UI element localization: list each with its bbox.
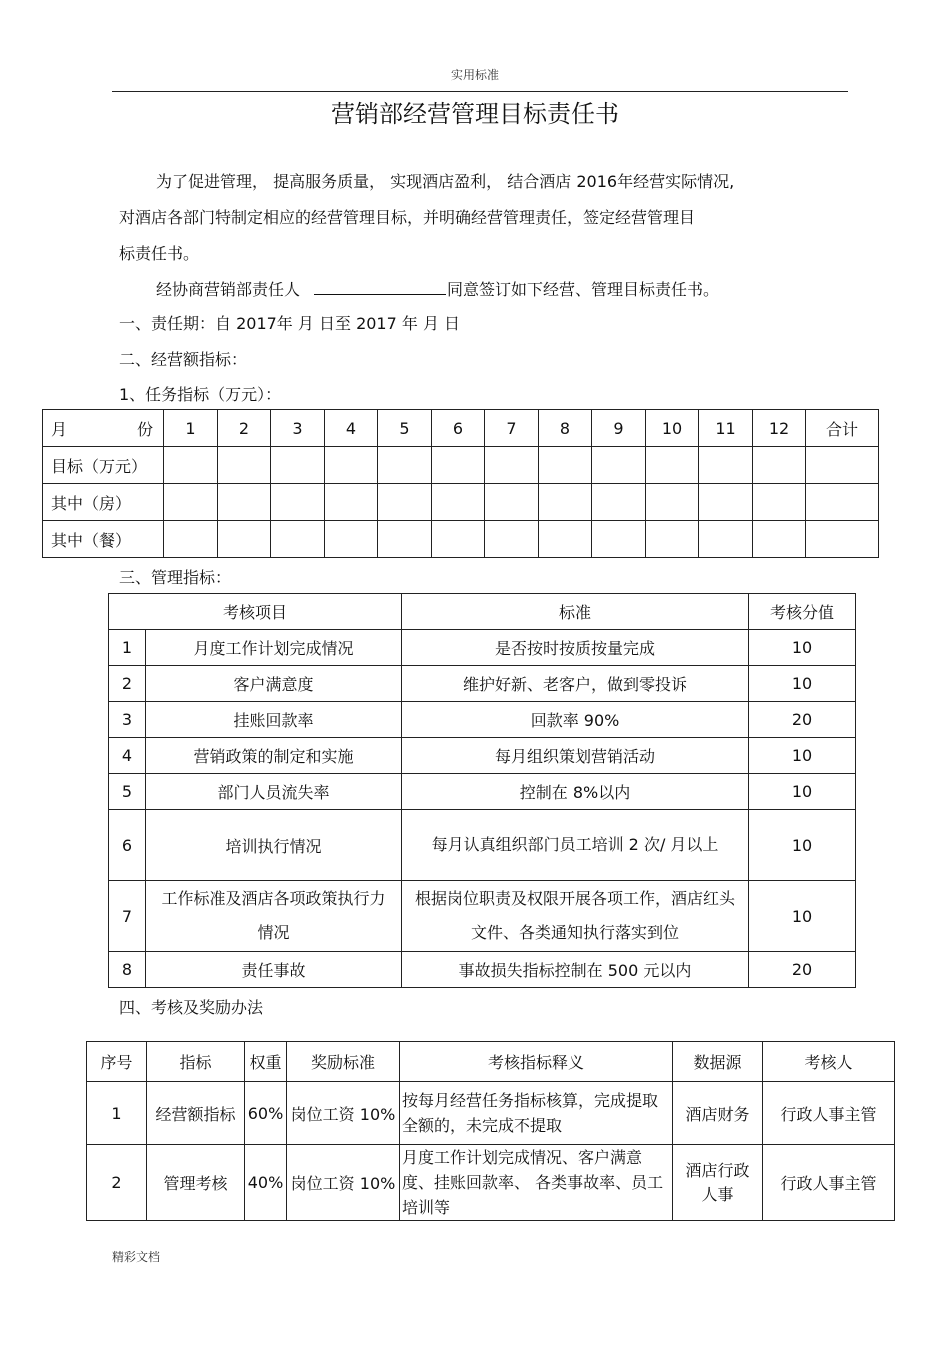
task-cell[interactable]	[699, 521, 753, 558]
task-cell[interactable]	[592, 484, 646, 521]
signature-prefix: 经协商营销部责任人	[156, 280, 301, 299]
task-cell[interactable]	[753, 447, 806, 484]
mgmt-item: 部门人员流失率	[146, 774, 402, 810]
mgmt-item: 挂账回款率	[146, 702, 402, 738]
task-cell[interactable]	[485, 484, 539, 521]
month-header-cell	[43, 410, 164, 447]
task-cell[interactable]	[164, 447, 218, 484]
total-header: 合计	[806, 410, 879, 447]
mgmt-item: 营销政策的制定和实施	[146, 738, 402, 774]
section-assessment: 四、考核及奖励办法	[119, 998, 264, 1017]
row-number: 1	[87, 1082, 147, 1145]
month-header: 2	[218, 410, 271, 447]
management-table	[108, 593, 856, 988]
month-header: 1	[164, 410, 218, 447]
mgmt-header-row	[109, 594, 856, 630]
month-header: 6	[432, 410, 485, 447]
task-row-label: 目标（万元）	[43, 447, 164, 484]
mgmt-header-item: 考核项目	[109, 594, 402, 630]
table-row	[87, 1082, 895, 1145]
task-cell[interactable]	[539, 521, 592, 558]
assess-header: 指标	[147, 1042, 245, 1082]
task-cell[interactable]	[539, 447, 592, 484]
task-cell[interactable]	[432, 521, 485, 558]
task-cell[interactable]	[485, 521, 539, 558]
task-cell[interactable]	[325, 447, 378, 484]
month-header: 10	[646, 410, 699, 447]
document-title: 营销部经营管理目标责任书	[331, 100, 619, 128]
intro-line-1: 为了促进管理， 提高服务质量， 实现酒店盈利， 结合酒店 2016年经营实际情况,	[156, 172, 735, 191]
month-header: 3	[271, 410, 325, 447]
task-row	[43, 484, 879, 521]
assess-header: 奖励标准	[287, 1042, 400, 1082]
mgmt-score: 10	[749, 630, 856, 666]
task-cell[interactable]	[378, 484, 432, 521]
task-table	[42, 409, 879, 558]
mgmt-item: 工作标准及酒店各项政策执行力情况	[146, 881, 402, 952]
task-cell[interactable]	[592, 521, 646, 558]
section-period: 一、责任期：自 2017年 月 日至 2017 年 月 日	[119, 314, 461, 333]
task-cell[interactable]	[699, 484, 753, 521]
task-cell[interactable]	[164, 521, 218, 558]
task-cell[interactable]	[432, 447, 485, 484]
table-row	[109, 952, 856, 988]
mgmt-standard: 是否按时按质按量完成	[402, 630, 749, 666]
row-number: 3	[109, 702, 146, 738]
row-number: 2	[87, 1145, 147, 1221]
task-cell[interactable]	[271, 447, 325, 484]
month-header: 8	[539, 410, 592, 447]
task-cell[interactable]	[378, 521, 432, 558]
table-row	[109, 738, 856, 774]
month-header: 12	[753, 410, 806, 447]
task-cell[interactable]	[699, 447, 753, 484]
mgmt-score: 20	[749, 702, 856, 738]
task-cell[interactable]	[592, 447, 646, 484]
assess-reward: 岗位工资 10%	[287, 1082, 400, 1145]
mgmt-standard: 事故损失指标控制在 500 元以内	[402, 952, 749, 988]
task-cell[interactable]	[806, 484, 879, 521]
mgmt-score: 10	[749, 810, 856, 881]
assess-source: 酒店财务	[673, 1082, 763, 1145]
signature-line	[156, 279, 719, 300]
mgmt-standard: 维护好新、老客户，做到零投诉	[402, 666, 749, 702]
mgmt-header-score: 考核分值	[749, 594, 856, 630]
mgmt-score: 20	[749, 952, 856, 988]
assess-header: 序号	[87, 1042, 147, 1082]
page-header-label: 实用标准	[450, 68, 499, 82]
mgmt-score: 10	[749, 881, 856, 952]
task-cell[interactable]	[806, 521, 879, 558]
assess-header: 考核指标释义	[400, 1042, 673, 1082]
row-number: 1	[109, 630, 146, 666]
row-number: 4	[109, 738, 146, 774]
page-footer-label: 精彩文档	[112, 1250, 161, 1264]
mgmt-score: 10	[749, 666, 856, 702]
row-number: 6	[109, 810, 146, 881]
task-cell[interactable]	[432, 484, 485, 521]
table-row	[109, 630, 856, 666]
task-cell[interactable]	[539, 484, 592, 521]
mgmt-standard: 根据岗位职责及权限开展各项工作，酒店红头文件、各类通知执行落实到位	[402, 881, 749, 952]
month-header: 7	[485, 410, 539, 447]
mgmt-item: 客户满意度	[146, 666, 402, 702]
task-cell[interactable]	[164, 484, 218, 521]
assess-header: 数据源	[673, 1042, 763, 1082]
task-cell[interactable]	[378, 447, 432, 484]
task-row-label: 其中（餐）	[43, 521, 164, 558]
signature-suffix: 同意签订如下经营、管理目标责任书。	[447, 280, 720, 299]
assess-index: 管理考核	[147, 1145, 245, 1221]
row-number: 2	[109, 666, 146, 702]
intro-line-2: 对酒店各部门特制定相应的经营管理目标，并明确经营管理责任，签定经营管理目	[119, 208, 696, 227]
task-header-row	[43, 410, 879, 447]
task-row-label: 其中（房）	[43, 484, 164, 521]
assess-assessor: 行政人事主管	[763, 1082, 895, 1145]
task-cell[interactable]	[646, 447, 699, 484]
mgmt-header-standard: 标准	[402, 594, 749, 630]
mgmt-score: 10	[749, 738, 856, 774]
task-cell[interactable]	[218, 484, 271, 521]
mgmt-item: 培训执行情况	[146, 810, 402, 881]
assess-source: 酒店行政人事	[673, 1145, 763, 1221]
mgmt-standard: 每月认真组织部门员工培训 2 次/ 月以上	[402, 810, 749, 881]
assess-desc: 月度工作计划完成情况、客户满意度、挂账回款率、 各类事故率、员工培训等	[400, 1145, 673, 1221]
task-cell[interactable]	[271, 521, 325, 558]
month-label-b: 份	[136, 419, 153, 439]
month-header: 5	[378, 410, 432, 447]
intro-line-3: 标责任书。	[119, 244, 200, 263]
mgmt-item: 月度工作计划完成情况	[146, 630, 402, 666]
month-header: 9	[592, 410, 646, 447]
task-row	[43, 447, 879, 484]
table-row	[109, 810, 856, 881]
month-label-a: 月	[51, 419, 68, 439]
table-row	[109, 881, 856, 952]
task-cell[interactable]	[753, 484, 806, 521]
header-divider	[112, 91, 848, 92]
mgmt-score: 10	[749, 774, 856, 810]
table-row	[109, 702, 856, 738]
assess-weight: 60%	[245, 1082, 287, 1145]
task-cell[interactable]	[325, 484, 378, 521]
assessment-table	[86, 1041, 895, 1221]
task-cell[interactable]	[218, 447, 271, 484]
month-header: 11	[699, 410, 753, 447]
table-row	[109, 774, 856, 810]
assess-index: 经营额指标	[147, 1082, 245, 1145]
task-cell[interactable]	[218, 521, 271, 558]
row-number: 5	[109, 774, 146, 810]
task-row	[43, 521, 879, 558]
assess-assessor: 行政人事主管	[763, 1145, 895, 1221]
mgmt-standard: 回款率 90%	[402, 702, 749, 738]
table-row	[109, 666, 856, 702]
task-cell[interactable]	[646, 521, 699, 558]
table-row	[87, 1145, 895, 1221]
assess-header-row	[87, 1042, 895, 1082]
task-cell[interactable]	[485, 447, 539, 484]
task-cell[interactable]	[753, 521, 806, 558]
task-cell[interactable]	[325, 521, 378, 558]
assess-weight: 40%	[245, 1145, 287, 1221]
section-management: 三、管理指标：	[119, 568, 232, 587]
task-cell[interactable]	[806, 447, 879, 484]
assess-header: 权重	[245, 1042, 287, 1082]
row-number: 7	[109, 881, 146, 952]
mgmt-standard: 控制在 8%以内	[402, 774, 749, 810]
mgmt-item: 责任事故	[146, 952, 402, 988]
signature-blank[interactable]	[314, 279, 446, 295]
month-header: 4	[325, 410, 378, 447]
row-number: 8	[109, 952, 146, 988]
task-cell[interactable]	[271, 484, 325, 521]
section-business: 二、经营额指标：	[119, 350, 248, 369]
assess-header: 考核人	[763, 1042, 895, 1082]
assess-reward: 岗位工资 10%	[287, 1145, 400, 1221]
section-task: 1、任务指标（万元）：	[119, 385, 282, 404]
task-cell[interactable]	[646, 484, 699, 521]
mgmt-standard: 每月组织策划营销活动	[402, 738, 749, 774]
assess-desc: 按每月经营任务指标核算，完成提取全额的，未完成不提取	[400, 1082, 673, 1145]
